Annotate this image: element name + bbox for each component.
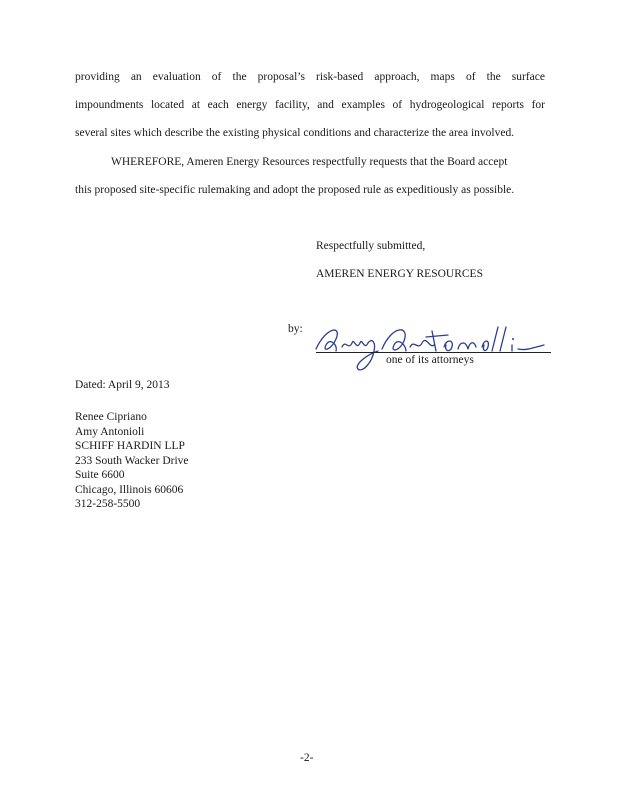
dated-line: Dated: April 9, 2013 (75, 379, 170, 391)
counsel-address-block (75, 410, 189, 512)
signature-line (316, 352, 551, 353)
counsel-line: Chicago, Illinois 60606 (75, 483, 184, 496)
handwritten-signature (286, 323, 556, 378)
page-number: -2- (300, 752, 314, 764)
counsel-line: SCHIFF HARDIN LLP (75, 440, 185, 452)
closing-salutation: Respectfully submitted, (316, 240, 426, 252)
by-label: by: (288, 323, 303, 335)
counsel-line: Renee Cipriano (75, 411, 147, 423)
party-name: AMEREN ENERGY RESOURCES (316, 268, 483, 280)
paragraph-1-line-3: several sites which describe the existing physical conditions and characterize the area involved. (75, 127, 515, 139)
counsel-line: 233 South Wacker Drive (75, 454, 189, 467)
counsel-line: Amy Antonioli (75, 425, 145, 438)
counsel-line: Suite 6600 (75, 469, 125, 481)
signature-block (286, 323, 556, 378)
counsel-line: 312-258-5500 (75, 498, 141, 510)
paragraph-2-line-1: WHEREFORE, Ameren Energy Resources respectfully requests that the Board accept (111, 156, 508, 168)
paragraph-1-line-1: providing an evaluation of the proposal’s risk-based approach, maps of the surface (75, 71, 545, 83)
paragraph-2-line-2: this proposed site-specific rulemaking and adopt the proposed rule as expeditiously as possible. (75, 184, 515, 196)
signature-caption: one of its attorneys (386, 354, 474, 366)
paragraph-1-line-2: impoundments located at each energy facility, and examples of hydrogeological reports for (75, 99, 545, 111)
